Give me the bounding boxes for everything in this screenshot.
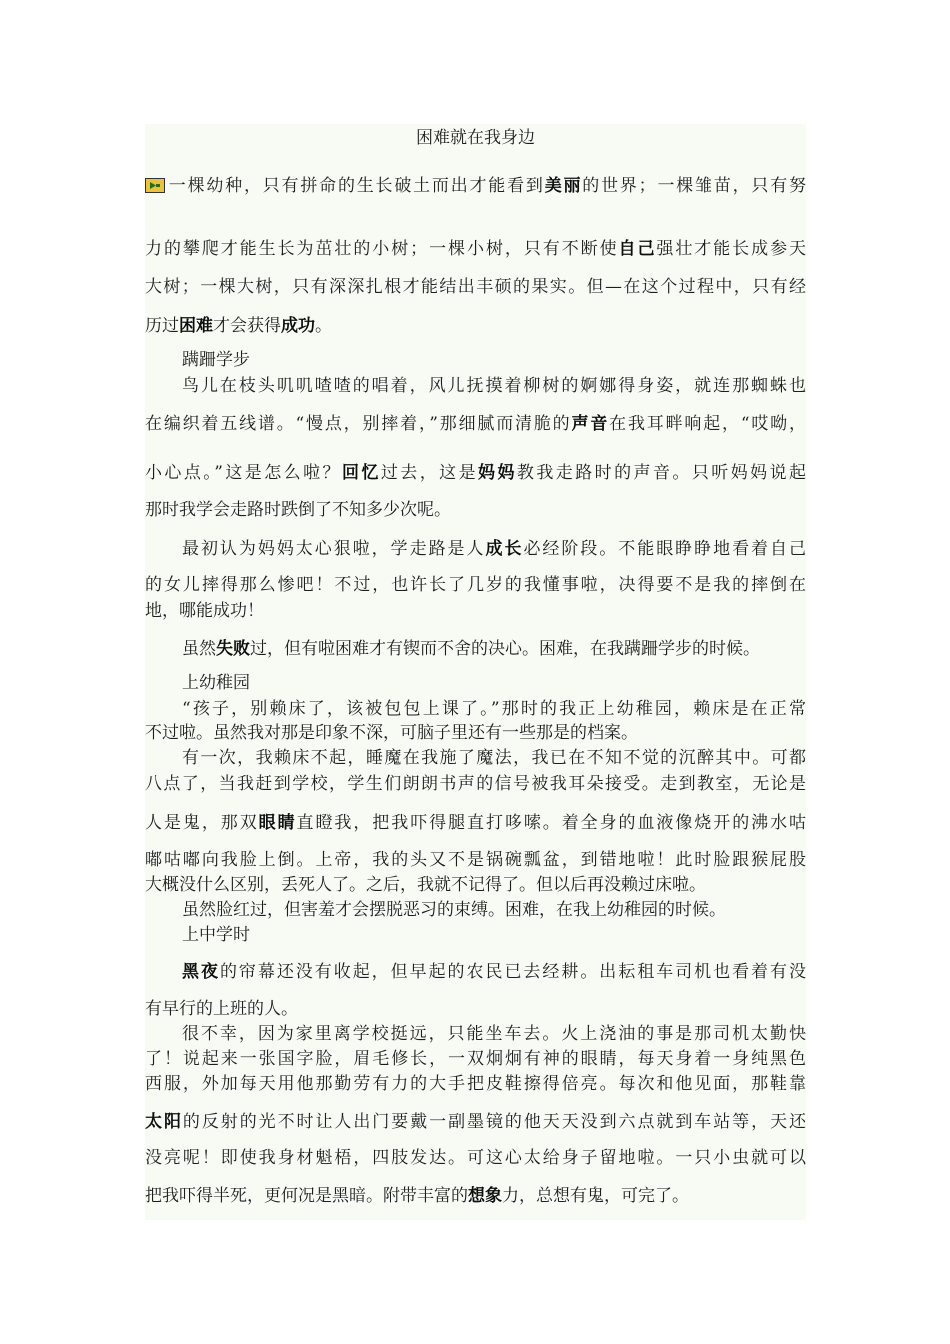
text-segment: 直瞪我，把我吓得腿直打哆嗦。着全身的血液像烧开的沸水咕 <box>296 813 807 833</box>
text-segment: 人是鬼，那双 <box>145 813 259 833</box>
text-segment: 过去，这是 <box>380 463 479 483</box>
text-segment: 小心点。”这是怎么啦？ <box>145 463 342 483</box>
text-line <box>145 772 806 796</box>
text-line <box>145 811 806 835</box>
keyword-link[interactable]: 声音 <box>571 414 610 434</box>
text-segment: 不过啦。虽然我对那是印象不深，可脑子里还有一些那是的档案。 <box>145 723 638 743</box>
keyword-link[interactable]: 困难 <box>179 316 213 336</box>
text-segment: “孩子，别赖床了，该被包包上课了。”那时的我正上幼稚园，赖床是在正常 <box>182 699 806 719</box>
text-segment: 蹒跚学步 <box>182 350 250 370</box>
text-segment: 有早行的上班的人。 <box>145 999 298 1019</box>
text-line <box>145 314 806 338</box>
text-segment: 很不幸，因为家里离学校挺远，只能坐车去。火上浇油的事是那司机太勤快 <box>182 1024 806 1044</box>
text-segment: 上中学时 <box>182 925 250 945</box>
text-segment: 的帘幕还没有收起，但早起的农民已去经耕。出耘租车司机也看着有没 <box>219 962 806 982</box>
text-line <box>145 697 806 721</box>
text-segment: 力，总想有鬼，可完了。 <box>502 1186 689 1206</box>
text-segment: 过，但有啦困难才有锲而不舍的决心。困难，在我蹒跚学步的时候。 <box>250 639 760 659</box>
text-line <box>145 537 806 561</box>
text-line <box>145 637 806 661</box>
document-page <box>145 124 806 1220</box>
link-icon[interactable] <box>145 178 165 193</box>
text-line <box>145 237 806 261</box>
text-segment: 有一次，我赖床不起，睡魔在我施了魔法，我已在不知不觉的沉醉其中。可都 <box>182 748 806 768</box>
keyword-link[interactable]: 失败 <box>216 639 250 659</box>
text-segment: 鸟儿在枝头叽叽喳喳的唱着，风儿抚摸着柳树的婀娜得身姿，就连那蜘蛛也 <box>182 376 806 396</box>
text-segment: 。 <box>315 316 332 336</box>
text-line <box>145 671 806 695</box>
keyword-link[interactable]: 回忆 <box>341 463 381 483</box>
text-line <box>145 348 806 372</box>
text-segment: 虽然 <box>182 639 216 659</box>
text-line <box>145 1110 806 1134</box>
keyword-link[interactable]: 黑夜 <box>182 962 220 982</box>
text-segment: 嘟咕嘟向我脸上倒。上帝，我的头又不是锅碗瓢盆，到错地啦！此时脸跟猴屁股 <box>145 850 806 870</box>
keyword-link[interactable]: 美丽 <box>544 176 583 196</box>
text-line <box>145 898 806 922</box>
text-line <box>145 1022 806 1046</box>
doc-title: 困难就在我身边 <box>416 128 535 148</box>
text-segment: 强壮才能长成参天 <box>656 239 807 259</box>
text-segment: 的世界；一棵雏苗，只有努 <box>582 176 807 196</box>
keyword-link[interactable]: 想象 <box>468 1186 502 1206</box>
text-segment: 地，哪能成功！ <box>145 601 264 621</box>
text-segment: 了！说起来一张国字脸，眉毛修长，一双炯炯有神的眼睛，每天身着一身纯黑色 <box>145 1049 806 1069</box>
text-line <box>145 599 806 623</box>
text-segment: 教我走路时的声音。只听妈妈说起 <box>516 463 807 483</box>
text-line <box>145 960 806 984</box>
text-line <box>145 746 806 770</box>
keyword-link[interactable]: 成功 <box>281 316 315 336</box>
text-line <box>145 1072 806 1096</box>
text-line <box>145 721 806 745</box>
text-segment: 力的攀爬才能生长为茁壮的小树；一棵小树，只有不断使 <box>145 239 619 259</box>
text-line <box>145 923 806 947</box>
keyword-link[interactable]: 太阳 <box>145 1112 183 1132</box>
text-segment: 在编织着五线谱。“慢点，别摔着，”那细腻而清脆的 <box>145 414 572 434</box>
keyword-link[interactable]: 眼睛 <box>258 813 297 833</box>
text-segment: 没亮呢！即使我身材魁梧，四肢发达。可这心太给身子留地啦。一只小虫就可以 <box>145 1148 806 1168</box>
text-segment: 必经阶段。不能眼睁睁地看着自己 <box>523 539 806 559</box>
text-segment: 的女儿摔得那么惨吧！不过，也许长了几岁的我懂事啦，决得要不是我的摔倒在 <box>145 575 806 595</box>
text-line <box>145 275 806 299</box>
text-line <box>145 498 806 522</box>
text-line <box>145 1047 806 1071</box>
keyword-link[interactable]: 妈妈 <box>478 463 517 483</box>
text-segment: 才会获得 <box>213 316 281 336</box>
text-line <box>145 461 806 485</box>
text-line <box>145 374 806 398</box>
keyword-link[interactable]: 成长 <box>485 539 524 559</box>
text-segment: 八点了，当我赶到学校，学生们朗朗书声的信号被我耳朵接受。走到教室，无论是 <box>145 774 806 794</box>
text-line <box>145 873 806 897</box>
text-segment: 一棵幼种，只有拼命的生长破土而出才能看到 <box>167 176 545 196</box>
text-segment: 在我耳畔响起，“哎呦， <box>609 414 806 434</box>
text-segment: 大概没什么区别，丢死人了。之后，我就不记得了。但以后再没赖过床啦。 <box>145 875 706 895</box>
text-line <box>145 573 806 597</box>
text-segment: 的反射的光不时让人出门要戴一副墨镜的他天天没到六点就到车站等，天还 <box>182 1112 807 1132</box>
text-line <box>145 1184 806 1208</box>
text-segment: 历过 <box>145 316 179 336</box>
text-segment: 西服，外加每天用他那勤劳有力的大手把皮鞋擦得倍亮。每次和他见面，那鞋靠 <box>145 1074 806 1094</box>
text-line <box>145 848 806 872</box>
text-line <box>145 412 806 436</box>
text-line <box>145 174 806 198</box>
keyword-link[interactable]: 自己 <box>618 239 657 259</box>
text-segment: 虽然脸红过，但害羞才会摆脱恶习的束缚。困难，在我上幼稚园的时候。 <box>182 900 726 920</box>
text-segment: 把我吓得半死，更何况是黑暗。附带丰富的 <box>145 1186 468 1206</box>
text-line <box>145 1146 806 1170</box>
text-segment: 那时我学会走路时跌倒了不知多少次呢。 <box>145 500 451 520</box>
text-segment: 最初认为妈妈太心狠啦，学走路是人 <box>182 539 486 559</box>
text-segment: 大树；一棵大树，只有深深扎根才能结出丰硕的果实。但—在这个过程中，只有经 <box>145 277 806 297</box>
text-line <box>145 997 806 1021</box>
text-segment: 上幼稚园 <box>182 673 250 693</box>
